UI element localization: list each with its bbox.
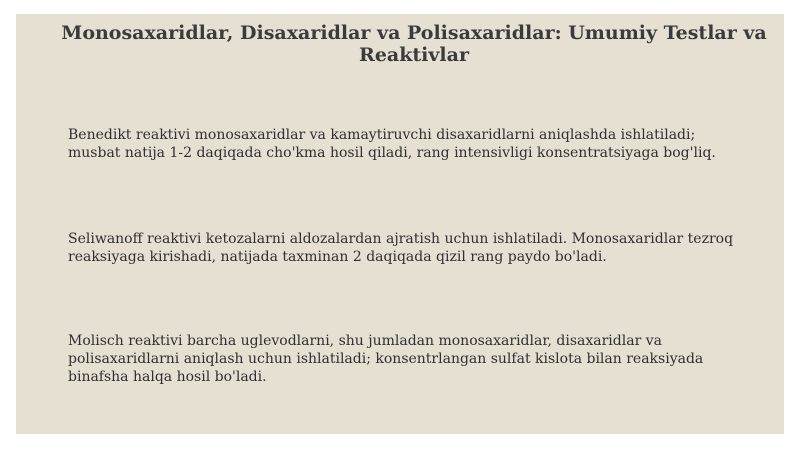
paragraph-seliwanoff: Seliwanoff reaktivi ketozalarni aldozalardan ajratish uchun ishlatiladi. Monosaxaridlar tezroq reaksiyaga kirishadi, natijada taxminan 2 daqiqada qizil rang paydo bo'ladi. bbox=[68, 231, 734, 265]
paragraph-benedict: Benedikt reaktivi monosaxaridlar va kamaytiruvchi disaxaridlarni aniqlashda ishlatiladi; musbat natija 1-2 daqiqada cho'kma hosil qiladi, rang intensivligi konsentratsiyaga bog'liq. bbox=[68, 127, 716, 161]
paragraph-molisch: Molisch reaktivi barcha uglevodlarni, shu jumladan monosaxaridlar, disaxaridlar va polisaxaridlarni aniqlash uchun ishlatiladi; konsentrlangan sulfat kislota bilan reaksiyada binafsha halqa hosil bo'ladi. bbox=[68, 333, 704, 385]
slide bbox=[16, 14, 784, 434]
slide-title: Monosaxaridlar, Disaxaridlar va Polisaxaridlar: Umumiy Testlar va Reaktivlar bbox=[61, 22, 767, 66]
